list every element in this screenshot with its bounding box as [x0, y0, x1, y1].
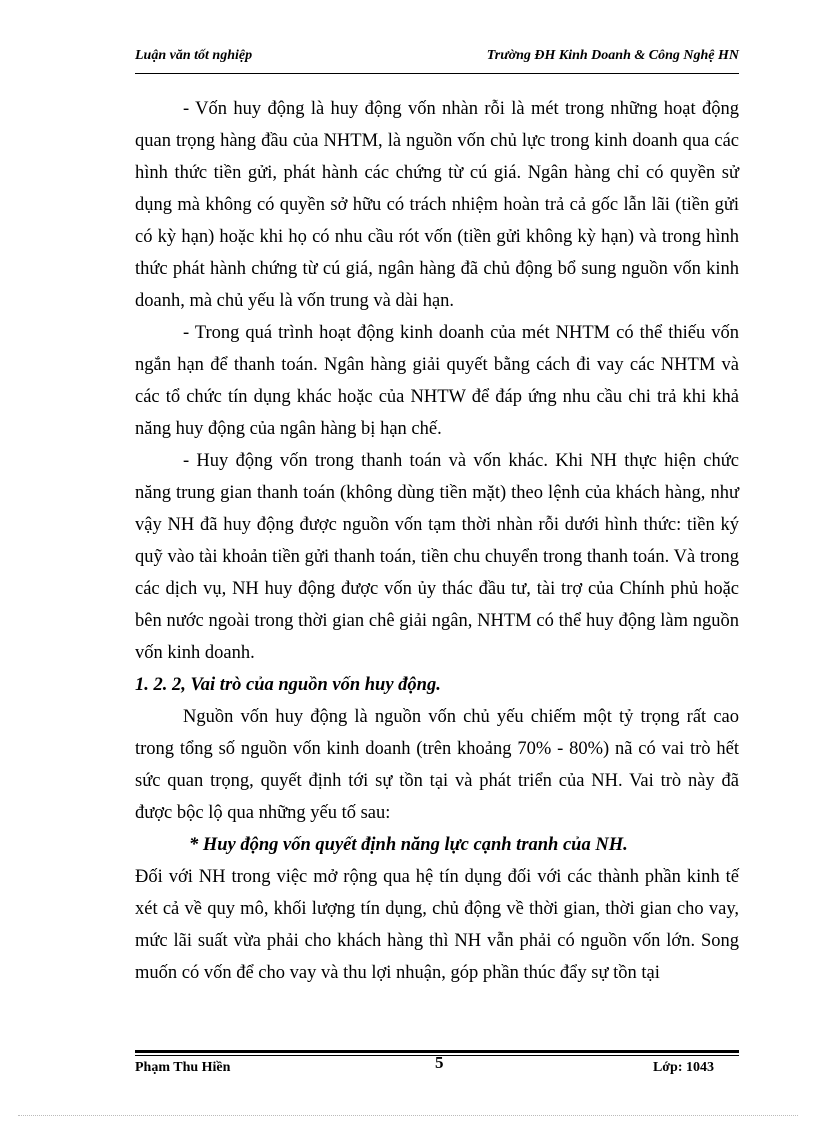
- page-bottom-border: [18, 1115, 798, 1116]
- paragraph-1: - Vốn huy động là huy động vốn nhàn rỗi là mét trong những hoạt động quan trọng hàng đầu của NHTM, là nguồn vốn chủ lực trong kinh doanh qua các hình thức tiền gửi, phát hành các chứng từ cú giá. Ngân hàng chỉ có quyền sử dụng mà không có quyền sở hữu có trách nhiệm hoàn trả cả gốc lẫn lãi (tiền gửi có kỳ hạn) hoặc khi họ có nhu cầu rót vốn (tiền gửi không kỳ hạn) và trong hình thức phát hành chứng từ cú giá, ngân hàng đã chủ động bổ sung nguồn vốn kinh doanh, mà chủ yếu là vốn trung và dài hạn.: [135, 99, 739, 311]
- header-university-name: Trường ĐH Kinh Doanh & Công Nghệ HN: [486, 48, 739, 63]
- document-body: [135, 93, 739, 989]
- page-number: 5: [435, 1053, 444, 1072]
- header-thesis-label: Luận văn tốt nghiệp: [135, 48, 253, 63]
- footer-author: Phạm Thu Hiền: [135, 1060, 231, 1075]
- header-divider: [135, 73, 739, 74]
- paragraph-5: Đối với NH trong việc mở rộng qua hệ tín dụng đối với các thành phần kinh tế xét cả về quy mô, khối lượng tín dụng, chủ động về thời gian, thời gian cho vay, mức lãi suất vừa phải cho khách hàng thì NH vẫn phải có nguồn vốn lớn. Song muốn có vốn để cho vay và thu lợi nhuận, góp phần thúc đẩy sự tồn tại: [135, 867, 739, 983]
- subsection-heading: * Huy động vốn quyết định năng lực cạnh tranh của NH.: [189, 835, 628, 855]
- page-footer: [135, 1053, 739, 1081]
- page-header: [135, 48, 739, 70]
- footer-class: Lớp: 1043: [652, 1060, 714, 1075]
- section-heading: 1. 2. 2, Vai trò của nguồn vốn huy động.: [135, 675, 441, 695]
- paragraph-2: - Trong quá trình hoạt động kinh doanh của mét NHTM có thể thiếu vốn ngắn hạn để thanh toán. Ngân hàng giải quyết bằng cách đi vay các NHTM và các tổ chức tín dụng khác hoặc của NHTW để đáp ứng nhu cầu chi trả khi khả năng huy động của ngân hàng bị hạn chế.: [135, 323, 739, 439]
- paragraph-4: Nguồn vốn huy động là nguồn vốn chủ yếu chiếm một tỷ trọng rất cao trong tổng số nguồn vốn kinh doanh (trên khoảng 70% - 80%) nã có vai trò hết sức quan trọng, quyết định tới sự tồn tại và phát triển của NH. Vai trò này đã được bộc lộ qua những yếu tố sau:: [135, 707, 739, 823]
- paragraph-3: - Huy động vốn trong thanh toán và vốn khác. Khi NH thực hiện chức năng trung gian thanh toán (không dùng tiền mặt) theo lệnh của khách hàng, như vậy NH đã huy động được nguồn vốn tạm thời nhàn rỗi dưới hình thức: tiền ký quỹ vào tài khoản tiền gửi thanh toán, tiền chu chuyển trong thanh toán. Và trong các dịch vụ, NH huy động được vốn ủy thác đầu tư, tài trợ của Chính phủ hoặc bên nước ngoài trong thời gian chê giải ngân, NHTM có thể huy động làm nguồn vốn kinh doanh.: [135, 451, 739, 663]
